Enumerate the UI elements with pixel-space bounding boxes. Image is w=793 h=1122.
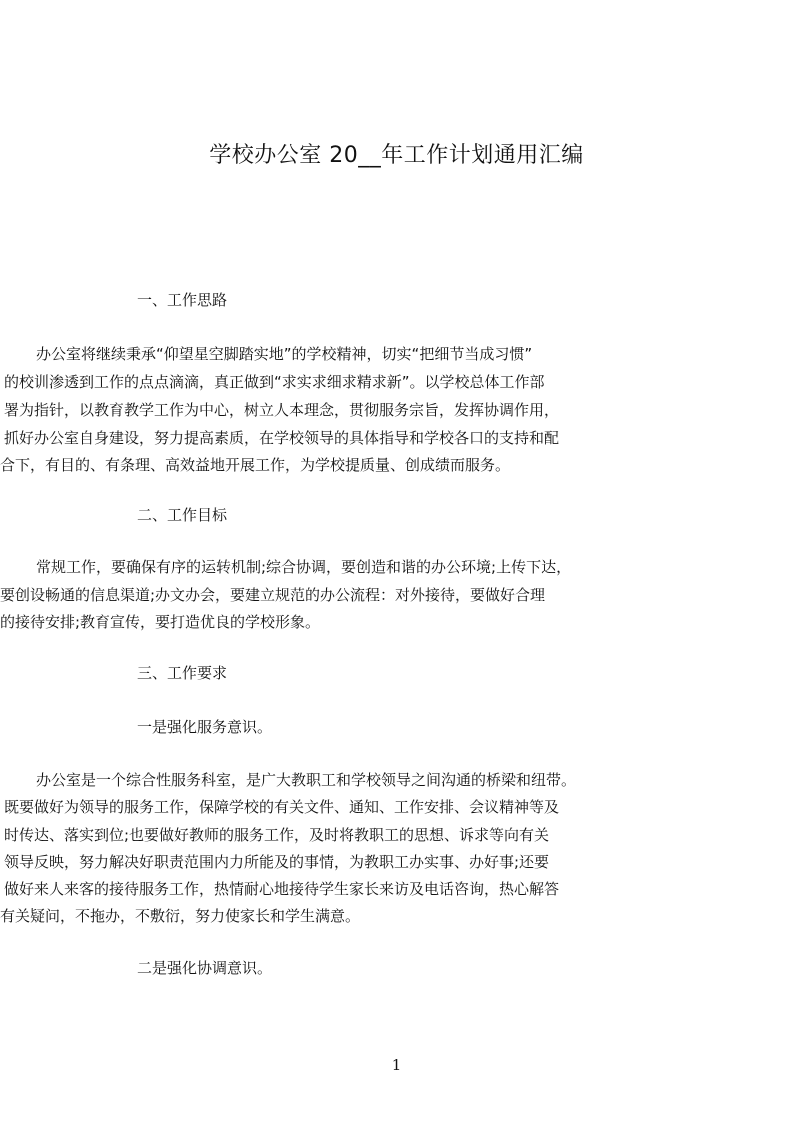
paragraph-line: 既要做好为领导的服务工作，保障学校的有关文件、通知、工作安排、会议精神等及 bbox=[4, 798, 560, 816]
section-heading-work-requirements: 三、工作要求 bbox=[137, 664, 228, 682]
subheading-service-awareness: 一是强化服务意识。 bbox=[137, 718, 273, 736]
paragraph-line: 做好来人来客的接待服务工作，热情耐心地接待学生家长来访及电话咨询，热心解答 bbox=[4, 880, 560, 898]
paragraph-line: 办公室将继续秉承“仰望星空脚踏实地”的学校精神，切实“把细节当成习惯” bbox=[36, 345, 533, 363]
paragraph-line: 抓好办公室自身建设，努力提高素质，在学校领导的具体指导和学校各口的支持和配 bbox=[4, 429, 560, 447]
paragraph-line: 领导反映，努力解决好职责范围内力所能及的事情，为教职工办实事、办好事;还要 bbox=[4, 853, 550, 871]
page-number: 1 bbox=[391, 1056, 402, 1074]
paragraph-line: 时传达、落实到位;也要做好教师的服务工作，及时将教职工的思想、诉求等向有关 bbox=[4, 826, 550, 844]
paragraph-line: 要创设畅通的信息渠道;办文办会，要建立规范的办公流程：对外接待，要做好合理 bbox=[0, 586, 546, 604]
section-heading-work-goals: 二、工作目标 bbox=[137, 506, 228, 524]
subheading-coordination-awareness: 二是强化协调意识。 bbox=[137, 959, 273, 977]
document-title: 学校办公室 20__年工作计划通用汇编 bbox=[209, 143, 584, 168]
paragraph-line: 办公室是一个综合性服务科室，是广大教职工和学校领导之间沟通的桥梁和纽带。 bbox=[36, 771, 577, 789]
paragraph-line: 合下，有目的、有条理、高效益地开展工作，为学校提质量、创成绩而服务。 bbox=[0, 456, 511, 474]
section-heading-work-approach: 一、工作思路 bbox=[137, 291, 228, 309]
paragraph-line: 的接待安排;教育宣传，要打造优良的学校形象。 bbox=[0, 613, 321, 631]
paragraph-line: 常规工作，要确保有序的运转机制;综合协调，要创造和谐的办公环境;上传下达， bbox=[36, 558, 572, 576]
paragraph-line: 的校训渗透到工作的点点滴滴，真正做到“求实求细求精求新”。以学校总体工作部 bbox=[4, 373, 545, 391]
paragraph-line: 署为指针，以教育教学工作为中心，树立人本理念，贯彻服务宗旨，发挥协调作用， bbox=[4, 401, 560, 419]
paragraph-line: 有关疑问，不拖办，不敷衍，努力使家长和学生满意。 bbox=[0, 907, 361, 925]
